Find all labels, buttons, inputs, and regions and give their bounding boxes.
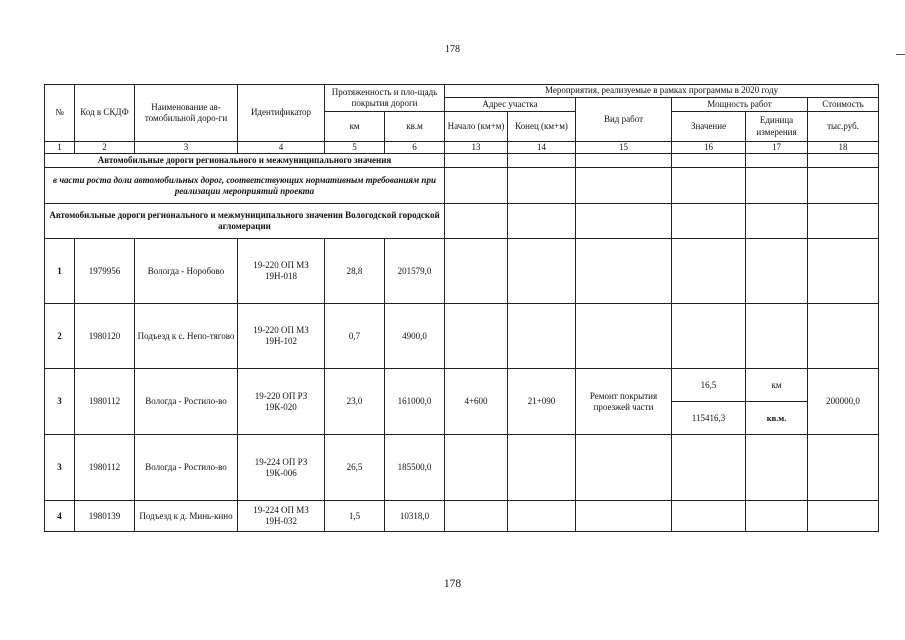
subsection-title: в части роста доли автомобильных дорог, соответствующих нормативным требованиям при реализации мероприятий проекта	[45, 168, 445, 204]
col-header-cost: Стоимость	[808, 98, 879, 112]
col-header-unit: Единица измерения	[746, 112, 808, 142]
agglomeration-row	[45, 204, 879, 239]
col-header-name: Наименование ав-томобильной доро-ги	[135, 85, 238, 142]
col-header-address: Адрес участка	[445, 98, 576, 112]
row-code: 1980112	[75, 369, 135, 435]
col-number: 6	[385, 142, 445, 154]
row-start: 4+600	[445, 369, 508, 435]
row-km: 23,0	[325, 369, 385, 435]
row-code: 1980139	[75, 501, 135, 532]
row-identifier: 19-220 ОП МЗ 19Н-018	[238, 239, 325, 304]
section-row	[45, 154, 879, 168]
col-number: 17	[746, 142, 808, 154]
program-table	[44, 84, 879, 532]
row-km: 26,5	[325, 435, 385, 501]
row-work-type: Ремонт покрытия проезжей части	[576, 369, 672, 435]
col-number: 13	[445, 142, 508, 154]
row-cost: 200000,0	[808, 369, 879, 435]
row-unit-km: км	[746, 369, 808, 402]
col-header-code: Код в СКДФ	[75, 85, 135, 142]
row-no: 3	[45, 369, 75, 435]
row-no: 4	[45, 501, 75, 532]
row-identifier: 19-224 ОП МЗ 19Н-032	[238, 501, 325, 532]
row-value-length: 16,5	[672, 369, 746, 402]
row-no: 2	[45, 304, 75, 369]
row-identifier: 19-220 ОП РЗ 19К-020	[238, 369, 325, 435]
row-road-name: Вологда - Ростило-во	[135, 435, 238, 501]
row-no: 3	[45, 435, 75, 501]
col-number: 15	[576, 142, 672, 154]
row-identifier: 19-220 ОП МЗ 19Н-102	[238, 304, 325, 369]
column-numbers-row	[45, 142, 879, 154]
col-header-identifier: Идентификатор	[238, 85, 325, 142]
col-header-cost-unit: тыс.руб.	[808, 112, 879, 142]
col-number: 14	[508, 142, 576, 154]
row-code: 1980120	[75, 304, 135, 369]
agglomeration-title: Автомобильные дороги регионального и межмуниципального значения Вологодской городской агломерации	[45, 204, 445, 239]
row-identifier: 19-224 ОП РЗ 19К-006	[238, 435, 325, 501]
col-header-no: №	[45, 85, 75, 142]
row-road-name: Вологда - Норобово	[135, 239, 238, 304]
table-row	[45, 239, 879, 304]
col-header-km: км	[325, 112, 385, 142]
row-value-area: 115416,3	[672, 402, 746, 435]
row-road-name: Подъезд к д. Минь-кино	[135, 501, 238, 532]
row-sqm: 161000,0	[385, 369, 445, 435]
col-header-start: Начало (км+м)	[445, 112, 508, 142]
row-km: 1,5	[325, 501, 385, 532]
row-unit-sqm: кв.м.	[746, 402, 808, 435]
col-header-length-area: Протяженность и пло-щадь покрытия дороги	[325, 85, 445, 112]
row-code: 1979956	[75, 239, 135, 304]
section-title: Автомобильные дороги регионального и межмуниципального значения	[45, 154, 445, 168]
col-number: 1	[45, 142, 75, 154]
row-km: 0,7	[325, 304, 385, 369]
row-road-name: Подъезд к с. Непо-тягово	[135, 304, 238, 369]
col-header-program: Мероприятия, реализуемые в рамках программы в 2020 году	[445, 85, 879, 98]
col-number: 2	[75, 142, 135, 154]
page-number-bottom: 178	[443, 578, 462, 590]
table-row	[45, 435, 879, 501]
row-sqm: 4900,0	[385, 304, 445, 369]
col-header-work-type: Вид работ	[576, 98, 672, 142]
row-sqm: 10318,0	[385, 501, 445, 532]
header-row-1	[45, 85, 879, 98]
table-row	[45, 501, 879, 532]
col-number: 3	[135, 142, 238, 154]
row-sqm: 185500,0	[385, 435, 445, 501]
col-header-end: Конец (км+м)	[508, 112, 576, 142]
col-header-capacity: Мощность работ	[672, 98, 808, 112]
col-number: 18	[808, 142, 879, 154]
row-code: 1980112	[75, 435, 135, 501]
row-sqm: 201579,0	[385, 239, 445, 304]
col-header-sqm: кв.м	[385, 112, 445, 142]
table-row	[45, 369, 879, 402]
col-number: 5	[325, 142, 385, 154]
subsection-row	[45, 168, 879, 204]
row-road-name: Вологда - Ростило-во	[135, 369, 238, 435]
row-km: 28,8	[325, 239, 385, 304]
row-no: 1	[45, 239, 75, 304]
row-end: 21+090	[508, 369, 576, 435]
corner-mark	[896, 54, 905, 55]
table-row	[45, 304, 879, 369]
col-header-value: Значение	[672, 112, 746, 142]
col-number: 4	[238, 142, 325, 154]
col-number: 16	[672, 142, 746, 154]
page-number-top: 178	[445, 44, 460, 55]
